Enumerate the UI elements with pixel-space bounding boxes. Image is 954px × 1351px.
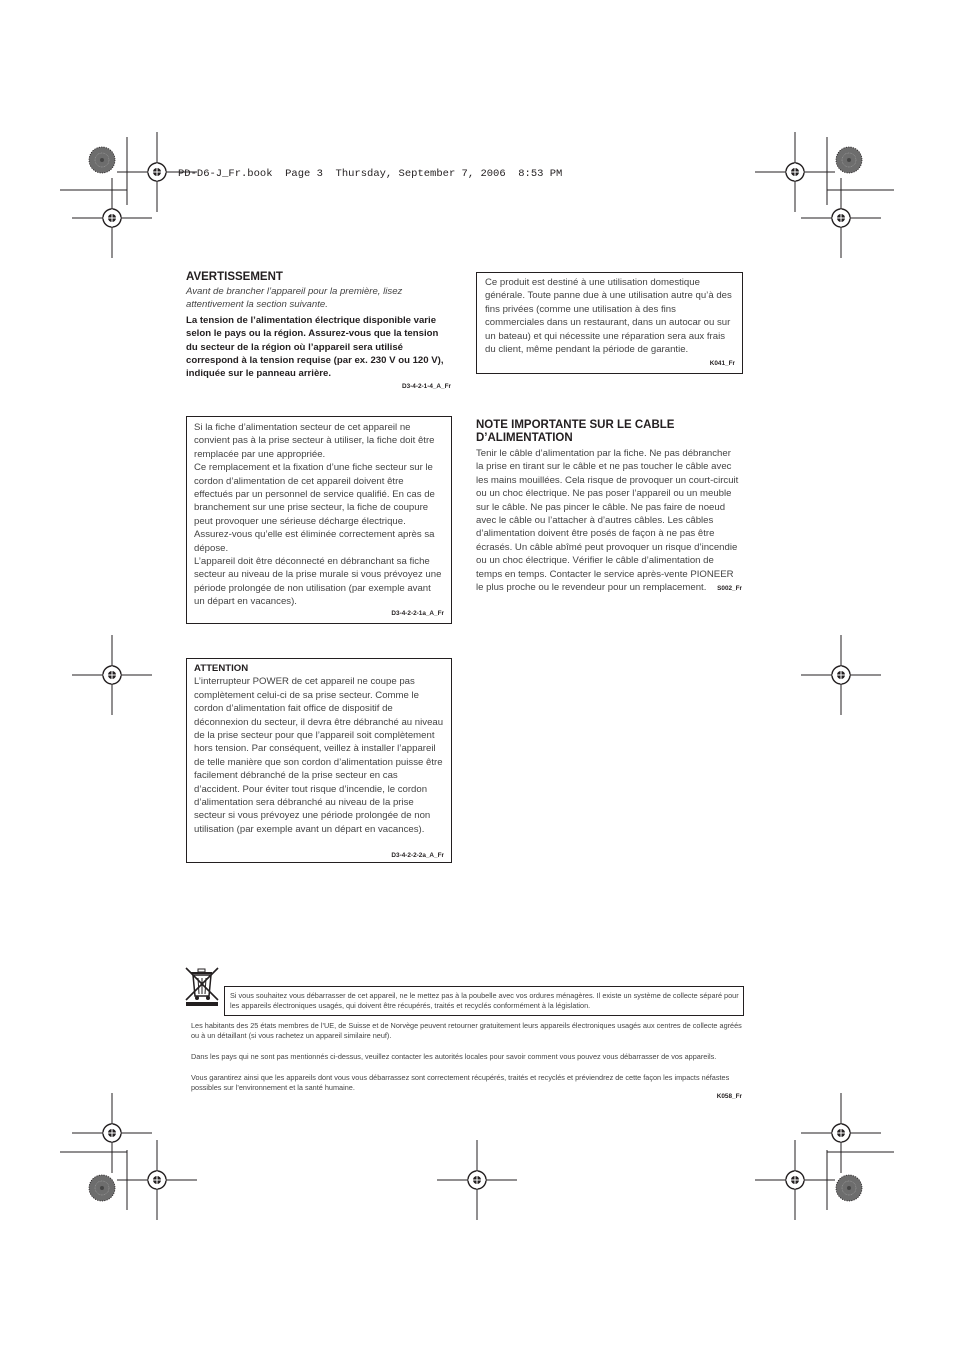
- disposal-box-text: Si vous souhaitez vous débarrasser de cet appareil, ne le mettez pas à la poubelle avec vos ordures ménagères. Il existe un système de collecte séparé pour les appareils électroniques usagés, qui doivent être récupérés, traités et recyclés conformément à la législation.: [230, 991, 739, 1010]
- disposal-code: K058_Fr: [716, 1093, 742, 1100]
- cable-note-text: Tenir le câble d’alimentation par la fiche. Ne pas débrancher la prise en tirant sur le câble et ne pas toucher le câble avec les mains mouillées. Cela risque de provoquer un court-circuit ou un choc électrique. Ne pas poser l’appareil ou un meuble sur le câble. Ne pas pincer le câble. Ne pas faire de noeud avec le câble ou l’attacher à d’autres câbles. Les câbles d’alimentation doivent être posés de façon à ne pas être écrasés. Un câble abîmé peut provoquer un risque d’incendie ou un choc électrique. Vérifier le câble d’alimentation de temps en temps. Contacter le service après-vente PIONEER le plus proche ou le revendeur pour un remplacement.: [476, 448, 739, 594]
- avertissement-section: [186, 271, 451, 390]
- plug-paragraph-2: Ce remplacement et la fixation d’une fiche secteur sur le cordon d’alimentation de cet appareil doivent être effectués par un personnel de service qualifié. En cas de branchement sur une prise secteur, la fiche de coupure peut provoquer une sérieuse décharge électrique. Assurez-vous qu’elle est éliminée correctement après sa dépose.: [194, 462, 435, 554]
- disposal-box: [224, 986, 744, 1016]
- plug-paragraph-3: L’appareil doit être déconnecté en débranchant sa fiche secteur au niveau de la prise murale si vous prévoyez une période prolongée de non utilisation (par exemple avant un départ en vacances).: [194, 556, 442, 608]
- disposal-paragraph-3: Vous garantirez ainsi que les appareils dont vous vous débarrassez sont correctement récupérés, traités et recyclés et préviendrez de cette façon les impacts néfastes possibles sur l’environnement et la santé humaine.: [191, 1073, 730, 1092]
- attention-text: L’interrupteur POWER de cet appareil ne coupe pas complètement celui-ci de sa prise secteur. Comme le cordon d’alimentation fait office de dispositif de déconnexion du secteur, il devra être débranché au niveau de la prise secteur pour que l’appareil soit complètement hors tension. Par conséquent, veillez à installer l’appareil de telle manière que son cordon d’alimentation puisse être facilement débranché de la prise secteur en cas d’accident. Pour éviter tout risque d’incendie, le cordon d’alimentation sera débranché au niveau de la prise secteur si vous prévoyez une période prolongée de non utilisation (par exemple avant un départ en vacances).: [194, 676, 444, 835]
- plug-replacement-box: [186, 416, 452, 624]
- disposal-paragraph-2: Dans les pays qui ne sont pas mentionnés ci-dessus, veuillez contacter les autorités locales pour savoir comment vous pouvez vous débarrasser de vos appareils.: [191, 1052, 717, 1061]
- crossed-out-bin-icon: [184, 966, 220, 1006]
- domestic-use-text: Ce produit est destiné à une utilisation domestique générale. Toute panne due à une utilisation autre qu’à des fins privées (comme une utilisation à des fins commerciales dans un restaurant, dans un autocar ou sur un bateau) et qui nécessite une réparation sera aux frais du client, même pendant la période de garantie.: [485, 277, 732, 356]
- avertissement-code: D3-4-2-1-4_A_Fr: [401, 382, 451, 390]
- cable-note-section: [476, 419, 742, 594]
- avertissement-voltage-text: La tension de l’alimentation électrique disponible varie selon le pays ou la région. Assurez-vous que la tension du secteur de la région où l’appareil sera utilisé correspond à la tension requise (par ex. 230 V ou 120 V), indiquée sur le panneau arrière.: [186, 314, 444, 380]
- plug-paragraph-1: Si la fiche d’alimentation secteur de cet appareil ne convient pas à la prise secteur à utiliser, la fiche doit être remplacée par une appropriée.: [194, 422, 435, 460]
- avertissement-title: AVERTISSEMENT: [186, 271, 283, 283]
- cable-note-title: NOTE IMPORTANTE SUR LE CABLE D’ALIMENTATION: [476, 419, 675, 444]
- cable-note-code: S002_Fr: [717, 585, 742, 593]
- attention-code: D3-4-2-2-2a_A_Fr: [391, 852, 444, 859]
- disposal-details: [191, 1021, 742, 1100]
- attention-box: [186, 658, 452, 863]
- disposal-paragraph-1: Les habitants des 25 états membres de l’UE, de Suisse et de Norvège peuvent retourner gratuitement leurs appareils électroniques usagés aux centres de collecte agréés ou à un détaillant (si vous rachetez un appareil similaire neuf).: [191, 1021, 742, 1040]
- domestic-use-code: K041_Fr: [709, 360, 735, 367]
- avertissement-intro: Avant de brancher l’appareil pour la première, lisez attentivement la section suivante.: [186, 286, 403, 311]
- domestic-use-box: [476, 272, 743, 374]
- book-header-line: PD-D6-J_Fr.book Page 3 Thursday, September 7, 2006 8:53 PM: [178, 168, 563, 180]
- attention-title: ATTENTION: [194, 663, 249, 674]
- plug-code: D3-4-2-2-1a_A_Fr: [391, 610, 444, 617]
